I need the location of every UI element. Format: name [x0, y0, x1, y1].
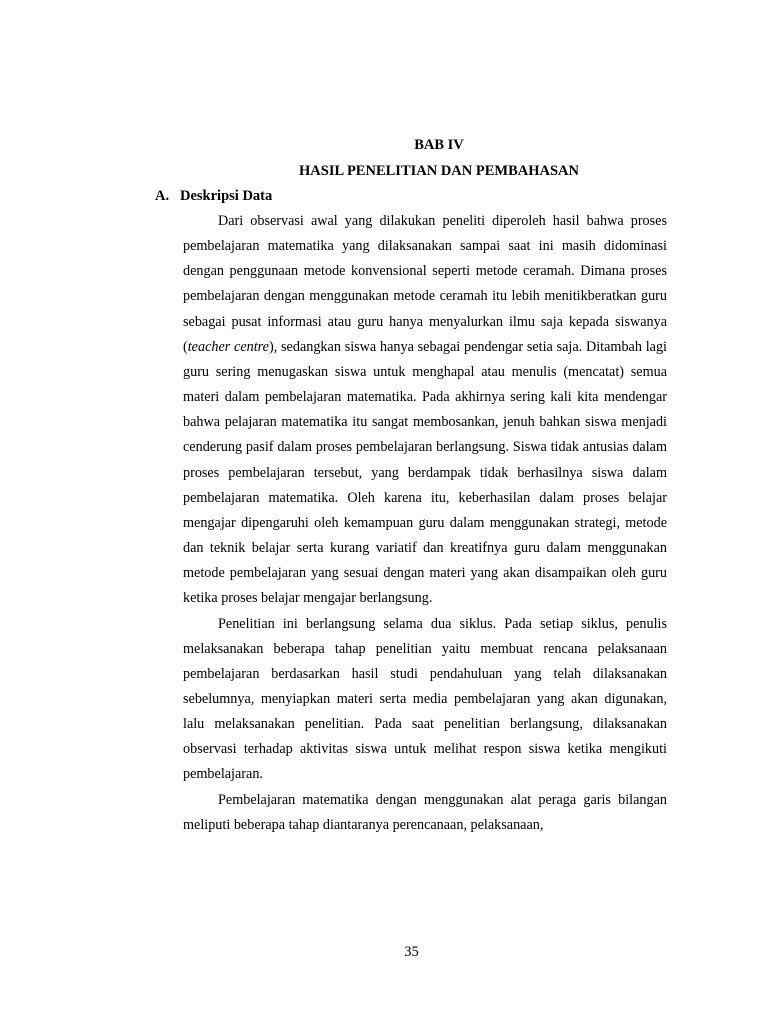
section-title: Deskripsi Data [180, 188, 273, 204]
paragraph-2: Penelitian ini berlangsung selama dua siklus. Pada setiap siklus, penulis melaksanakan beberapa tahap penelitian yaitu membuat rencana pelaksanaan pembelajaran berdasarkan hasil studi pendahuluan yang telah dilaksanakan sebelumnya, menyiapkan materi serta media pembelajaran yang akan digunakan, lalu melaksanakan penelitian. Pada saat penelitian berlangsung, dilaksanakan observasi terhadap aktivitas siswa untuk melihat respon siswa ketika mengikuti pembelajaran. [183, 615, 667, 783]
paragraph-3: Pembelajaran matematika dengan menggunakan alat peraga garis bilangan meliputi beberapa tahap diantaranya perencanaan, pelaksanaan, [183, 791, 667, 833]
section-letter: A. [155, 188, 170, 204]
chapter-number: BAB IV [414, 137, 464, 153]
paragraph-1 [183, 209, 667, 612]
body-text [183, 209, 667, 838]
paragraph-1-italic-term: teacher centre [187, 338, 269, 355]
chapter-title: HASIL PENELITIAN DAN PEMBAHASAN [299, 163, 579, 179]
section-heading [155, 188, 272, 205]
page-number: 35 [404, 944, 419, 960]
paragraph-1-text-a: Dari observasi awal yang dilakukan peneliti diperoleh hasil bahwa proses pembelajaran matematika yang dilaksanakan sampai saat ini masih didominasi dengan penggunaan metode konvensional seperti metode ceramah. Dimana proses pembelajaran dengan menggunakan metode ceramah itu lebih menitikberatkan guru sebagai pusat informasi atau guru hanya menyalurkan ilmu saja kepada siswanya ( [183, 213, 667, 355]
paragraph-1-text-b: ), sedangkan siswa hanya sebagai pendengar setia saja. Ditambah lagi guru sering menugaskan siswa untuk menghapal atau menulis (mencatat) semua materi dalam pembelajaran matematika. Pada akhirnya sering kali kita mendengar bahwa pelajaran matematika itu sangat membosankan, jenuh bahkan siswa menjadi cenderung pasif dalam proses pembelajaran berlangsung. Siswa tidak antusias dalam proses pembelajaran tersebut, yang berdampak tidak berhasilnya siswa dalam pembelajaran matematika. Oleh karena itu, keberhasilan dalam proses belajar mengajar dipengaruhi oleh kemampuan guru dalam menggunakan strategi, metode dan teknik belajar serta kurang variatif dan kreatifnya guru dalam menggunakan metode pembelajaran yang sesuai dengan materi yang akan disampaikan oleh guru ketika proses belajar mengajar berlangsung. [183, 338, 667, 607]
